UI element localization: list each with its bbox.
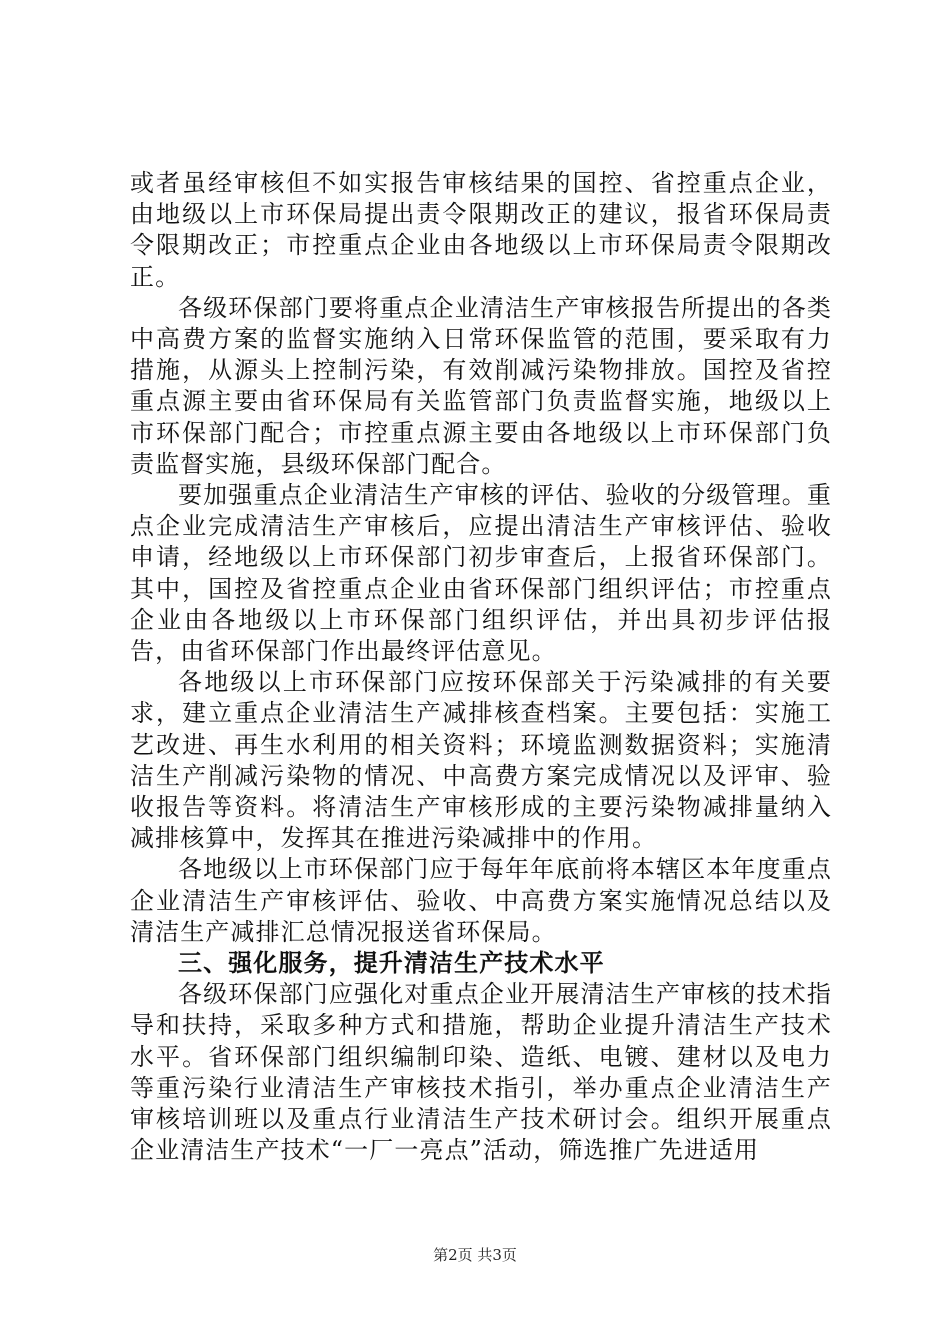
paragraph-3: 要加强重点企业清洁生产审核的评估、验收的分级管理。重点企业完成清洁生产审核后，应提出清洁生产审核评估、验收申请，经地级以上市环保部门初步审查后，上报省环保部门。其中，国控及省控重点企业由省环保部门组织评估；市控重点企业由各地级以上市环保部门组织评估，并出具初步评估报告，由省环保部门作出最终评估意见。 <box>130 481 832 666</box>
document-body <box>130 168 832 1167</box>
paragraph-4: 各地级以上市环保部门应按环保部关于污染减排的有关要求，建立重点企业清洁生产减排核查档案。主要包括：实施工艺改进、再生水利用的相关资料；环境监测数据资料；实施清洁生产削减污染物的情况、中高费方案完成情况以及评审、验收报告等资料。将清洁生产审核形成的主要污染物减排量纳入减排核算中，发挥其在推进污染减排中的作用。 <box>130 668 832 853</box>
paragraph-1: 或者虽经审核但不如实报告审核结果的国控、省控重点企业，由地级以上市环保局提出责令限期改正的建议，报省环保局责令限期改正；市控重点企业由各地级以上市环保局责令限期改正。 <box>130 169 832 291</box>
section-heading: 三、强化服务，提升清洁生产技术水平 <box>178 949 605 978</box>
paragraph-2: 各级环保部门要将重点企业清洁生产审核报告所提出的各类中高费方案的监督实施纳入日常环保监管的范围，要采取有力措施，从源头上控制污染，有效削减污染物排放。国控及省控重点源主要由省环保局有关监管部门负责监督实施，地级以上市环保部门配合；市控重点源主要由各地级以上市环保部门负责监督实施，县级环保部门配合。 <box>130 293 832 478</box>
page-number-footer: 第2页 共3页 <box>433 1246 517 1264</box>
paragraph-6: 各级环保部门应强化对重点企业开展清洁生产审核的技术指导和扶持，采取多种方式和措施，帮助企业提升清洁生产技术水平。省环保部门组织编制印染、造纸、电镀、建材以及电力等重污染行业清洁生产审核技术指引，举办重点企业清洁生产审核培训班以及重点行业清洁生产技术研讨会。组织开展重点企业清洁生产技术“一厂一亮点”活动，筛选推广先进适用 <box>130 980 832 1165</box>
paragraph-5: 各地级以上市环保部门应于每年年底前将本辖区本年度重点企业清洁生产审核评估、验收、中高费方案实施情况总结以及清洁生产减排汇总情况报送省环保局。 <box>130 855 832 946</box>
